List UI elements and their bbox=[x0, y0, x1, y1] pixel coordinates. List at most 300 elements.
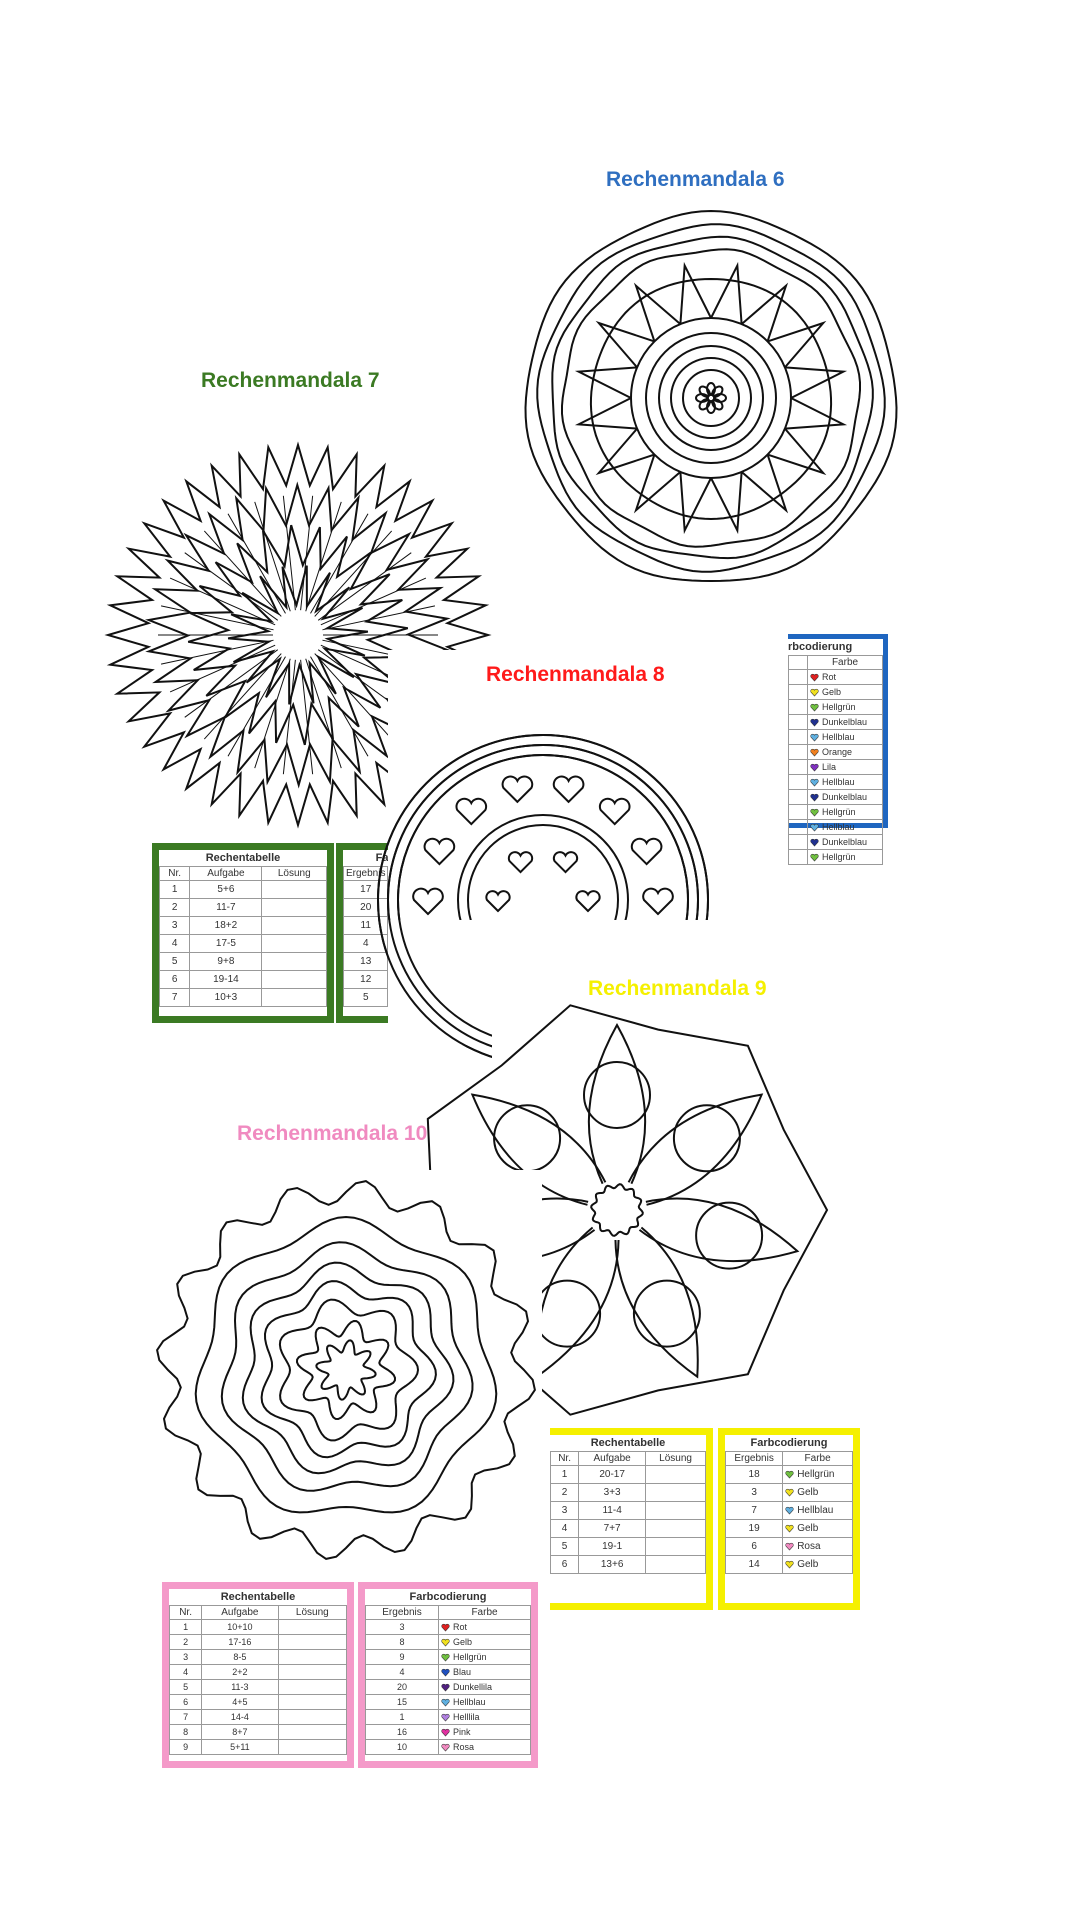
ergebnis-cell: 20 bbox=[344, 899, 388, 917]
mandala-6-drawing bbox=[516, 205, 906, 595]
farbe-label: Hellblau bbox=[797, 1505, 834, 1516]
mandala-10-farbcodierung bbox=[358, 1582, 538, 1768]
table-row bbox=[170, 1695, 347, 1710]
m6-farb-title: rbcodierung bbox=[788, 641, 853, 653]
m10-rechen-title: Rechentabelle bbox=[220, 1591, 296, 1603]
ergebnis-cell bbox=[789, 700, 808, 715]
ergebnis-cell: 8 bbox=[366, 1635, 439, 1650]
table-row bbox=[170, 1740, 347, 1755]
heart-icon bbox=[785, 1470, 794, 1479]
table-row bbox=[170, 1725, 347, 1740]
heart-icon bbox=[785, 1542, 794, 1551]
table-cell bbox=[278, 1725, 346, 1740]
mandala-10-rechentabelle bbox=[162, 1582, 354, 1768]
farbe-cell bbox=[808, 745, 883, 760]
table-row bbox=[366, 1635, 531, 1650]
table-row bbox=[789, 790, 883, 805]
m9-farb-title: Farbcodierung bbox=[750, 1437, 828, 1449]
farbe-cell bbox=[783, 1484, 853, 1502]
table-cell: 13+6 bbox=[579, 1556, 646, 1574]
heart-icon bbox=[785, 1560, 794, 1569]
m10-h-farbe: Farbe bbox=[439, 1606, 531, 1620]
table-cell: 9 bbox=[170, 1740, 202, 1755]
m9-rechen-title: Rechentabelle bbox=[590, 1437, 666, 1449]
m7-h-loesung: Lösung bbox=[262, 867, 327, 881]
petal-shape bbox=[629, 1095, 762, 1205]
table-row bbox=[789, 685, 883, 700]
m9-h-nr: Nr. bbox=[551, 1452, 579, 1466]
farbe-cell bbox=[783, 1520, 853, 1538]
heart-shape bbox=[632, 839, 662, 864]
table-cell bbox=[646, 1538, 706, 1556]
heart-shape bbox=[576, 891, 599, 911]
heart-shape bbox=[600, 799, 630, 824]
table-row bbox=[170, 1710, 347, 1725]
ergebnis-cell: 11 bbox=[344, 917, 388, 935]
table-row bbox=[366, 1620, 531, 1635]
table-row bbox=[551, 1538, 706, 1556]
heart-icon bbox=[810, 748, 819, 757]
farbe-cell bbox=[808, 820, 883, 835]
mandala-8-panel bbox=[388, 650, 788, 920]
table-cell bbox=[646, 1502, 706, 1520]
ergebnis-cell bbox=[789, 835, 808, 850]
table-row bbox=[726, 1520, 853, 1538]
table-row bbox=[789, 775, 883, 790]
table-row bbox=[789, 730, 883, 745]
heart-shape bbox=[486, 891, 509, 911]
heart-icon bbox=[441, 1728, 450, 1737]
farbe-label: Dunkelblau bbox=[822, 716, 868, 727]
table-row bbox=[789, 715, 883, 730]
ergebnis-cell bbox=[789, 715, 808, 730]
table-cell: 3 bbox=[170, 1650, 202, 1665]
table-cell bbox=[646, 1520, 706, 1538]
farbe-cell bbox=[808, 805, 883, 820]
heart-icon bbox=[441, 1638, 450, 1647]
table-cell: 8+7 bbox=[202, 1725, 278, 1740]
table-cell bbox=[262, 881, 327, 899]
table-row bbox=[789, 835, 883, 850]
heart-icon bbox=[785, 1506, 794, 1515]
petal-shape bbox=[639, 1199, 797, 1262]
farbe-label: Dunkellila bbox=[453, 1681, 493, 1692]
table-row bbox=[789, 670, 883, 685]
mandala-ring bbox=[196, 1217, 497, 1512]
flower-petal bbox=[710, 397, 724, 411]
table-cell: 3 bbox=[160, 917, 190, 935]
petal-shape bbox=[589, 1025, 645, 1184]
ergebnis-cell: 6 bbox=[726, 1538, 783, 1556]
farbe-label: Dunkelblau bbox=[822, 791, 868, 802]
table-cell: 9+8 bbox=[190, 953, 262, 971]
farbe-cell bbox=[783, 1538, 853, 1556]
table-cell bbox=[262, 989, 327, 1007]
heart-icon bbox=[810, 673, 819, 682]
farbe-cell bbox=[808, 730, 883, 745]
petal-circle bbox=[634, 1281, 700, 1347]
table-cell: 11-3 bbox=[202, 1680, 278, 1695]
table-cell: 5 bbox=[551, 1538, 579, 1556]
table-cell: 5+11 bbox=[202, 1740, 278, 1755]
table-row bbox=[551, 1520, 706, 1538]
mandala-ring bbox=[631, 318, 791, 478]
table-cell: 5 bbox=[160, 953, 190, 971]
table-cell: 11-4 bbox=[579, 1502, 646, 1520]
ergebnis-cell bbox=[789, 760, 808, 775]
ergebnis-cell: 18 bbox=[726, 1466, 783, 1484]
mandala-8-lower bbox=[388, 920, 492, 1045]
table-cell bbox=[646, 1556, 706, 1574]
farbe-cell bbox=[783, 1556, 853, 1574]
table-row bbox=[366, 1740, 531, 1755]
ergebnis-cell bbox=[789, 745, 808, 760]
farbe-cell bbox=[439, 1740, 531, 1755]
ergebnis-cell: 14 bbox=[726, 1556, 783, 1574]
heart-icon bbox=[810, 733, 819, 742]
table-cell: 4 bbox=[160, 935, 190, 953]
table-cell bbox=[278, 1665, 346, 1680]
ergebnis-cell: 7 bbox=[726, 1502, 783, 1520]
heart-shape bbox=[509, 852, 532, 872]
m6-col2: Farbe bbox=[808, 656, 883, 670]
table-cell: 14-4 bbox=[202, 1710, 278, 1725]
farbe-cell bbox=[439, 1650, 531, 1665]
table-row bbox=[789, 745, 883, 760]
petal-shape bbox=[536, 1227, 618, 1376]
table-cell: 2+2 bbox=[202, 1665, 278, 1680]
table-cell: 10+10 bbox=[202, 1620, 278, 1635]
table-cell: 2 bbox=[551, 1484, 579, 1502]
title-mandala-10: Rechenmandala 10 bbox=[237, 1122, 428, 1145]
ergebnis-cell bbox=[789, 775, 808, 790]
heart-shape bbox=[456, 799, 486, 824]
farbe-label: Rosa bbox=[453, 1741, 475, 1752]
petal-circle bbox=[534, 1281, 600, 1347]
heart-shape bbox=[425, 839, 455, 864]
farbe-cell bbox=[808, 835, 883, 850]
table-cell bbox=[262, 899, 327, 917]
ergebnis-cell: 12 bbox=[344, 971, 388, 989]
table-row bbox=[789, 760, 883, 775]
farbe-cell bbox=[439, 1635, 531, 1650]
farbe-cell bbox=[439, 1710, 531, 1725]
ergebnis-cell: 19 bbox=[726, 1520, 783, 1538]
flower-outline bbox=[316, 1340, 375, 1399]
table-cell: 10+3 bbox=[190, 989, 262, 1007]
farbe-label: Gelb bbox=[797, 1487, 819, 1498]
m7-h-nr: Nr. bbox=[160, 867, 190, 881]
table-cell bbox=[278, 1680, 346, 1695]
table-cell: 5 bbox=[170, 1680, 202, 1695]
heart-shape bbox=[554, 852, 577, 872]
m7-farb-title: Fa bbox=[375, 852, 389, 864]
table-row bbox=[160, 935, 327, 953]
table-cell: 6 bbox=[160, 971, 190, 989]
heart-icon bbox=[441, 1743, 450, 1752]
farbe-label: Hellgrün bbox=[797, 1469, 835, 1480]
table-row bbox=[726, 1556, 853, 1574]
table-cell: 11-7 bbox=[190, 899, 262, 917]
table-row bbox=[160, 989, 327, 1007]
petal-circle bbox=[674, 1105, 740, 1171]
mandala-ring bbox=[552, 237, 873, 558]
table-cell: 6 bbox=[170, 1695, 202, 1710]
table-row bbox=[170, 1650, 347, 1665]
table-cell: 7 bbox=[170, 1710, 202, 1725]
ergebnis-cell: 15 bbox=[366, 1695, 439, 1710]
table-cell: 17-16 bbox=[202, 1635, 278, 1650]
farbe-label: Hellgrün bbox=[822, 701, 856, 712]
table-cell: 3+3 bbox=[579, 1484, 646, 1502]
farbe-cell bbox=[439, 1620, 531, 1635]
table-row bbox=[551, 1556, 706, 1574]
ergebnis-cell: 10 bbox=[366, 1740, 439, 1755]
title-mandala-9: Rechenmandala 9 bbox=[588, 977, 767, 1000]
heart-icon bbox=[441, 1713, 450, 1722]
table-row bbox=[344, 953, 388, 971]
table-cell: 4 bbox=[170, 1665, 202, 1680]
m9-h-ergebnis: Ergebnis bbox=[726, 1452, 783, 1466]
mandala-9-rechentabelle bbox=[550, 1428, 713, 1610]
m9-h-farbe: Farbe bbox=[783, 1452, 853, 1466]
mandala-ring bbox=[646, 333, 776, 463]
table-row bbox=[160, 971, 327, 989]
table-row bbox=[170, 1680, 347, 1695]
table-row bbox=[366, 1725, 531, 1740]
heart-shape bbox=[643, 889, 673, 914]
table-cell: 1 bbox=[551, 1466, 579, 1484]
heart-icon bbox=[441, 1623, 450, 1632]
ergebnis-cell bbox=[789, 730, 808, 745]
ergebnis-cell: 5 bbox=[344, 989, 388, 1007]
mandala-ring bbox=[243, 1263, 454, 1474]
table-cell: 8 bbox=[170, 1725, 202, 1740]
table-row bbox=[344, 971, 388, 989]
farbe-cell bbox=[808, 670, 883, 685]
mandala-ring bbox=[562, 249, 860, 547]
farbe-cell bbox=[808, 760, 883, 775]
table-cell bbox=[262, 935, 327, 953]
table-cell bbox=[278, 1635, 346, 1650]
farbe-label: Rot bbox=[822, 671, 837, 682]
title-mandala-8: Rechenmandala 8 bbox=[486, 663, 665, 686]
m10-h-aufgabe: Aufgabe bbox=[202, 1606, 278, 1620]
heart-icon bbox=[441, 1668, 450, 1677]
ergebnis-cell: 17 bbox=[344, 881, 388, 899]
farbe-label: Dunkelblau bbox=[822, 836, 868, 847]
table-row bbox=[366, 1650, 531, 1665]
ergebnis-cell: 4 bbox=[344, 935, 388, 953]
ergebnis-cell: 3 bbox=[366, 1620, 439, 1635]
table-cell bbox=[262, 953, 327, 971]
mandala-6-farbcodierung bbox=[788, 634, 888, 862]
mandala-ring bbox=[659, 346, 763, 450]
farbe-label: Gelb bbox=[822, 686, 842, 697]
ergebnis-cell bbox=[789, 685, 808, 700]
heart-shape bbox=[554, 777, 584, 802]
table-cell: 1 bbox=[170, 1620, 202, 1635]
table-row bbox=[366, 1665, 531, 1680]
ergebnis-cell bbox=[789, 670, 808, 685]
table-cell: 2 bbox=[170, 1635, 202, 1650]
farbe-label: Blau bbox=[453, 1666, 472, 1677]
ergebnis-cell bbox=[789, 820, 808, 835]
table-cell: 7 bbox=[160, 989, 190, 1007]
heart-icon bbox=[785, 1524, 794, 1533]
table-cell: 19-14 bbox=[190, 971, 262, 989]
table-cell: 3 bbox=[551, 1502, 579, 1520]
table-cell: 8-5 bbox=[202, 1650, 278, 1665]
flower-outline bbox=[297, 1321, 395, 1419]
ergebnis-cell: 9 bbox=[366, 1650, 439, 1665]
table-row bbox=[170, 1620, 347, 1635]
heart-icon bbox=[810, 703, 819, 712]
ergebnis-cell bbox=[789, 805, 808, 820]
heart-icon bbox=[441, 1698, 450, 1707]
m9-h-aufgabe: Aufgabe bbox=[579, 1452, 646, 1466]
mandala-ring bbox=[683, 370, 739, 426]
ergebnis-cell: 20 bbox=[366, 1680, 439, 1695]
heart-icon bbox=[810, 823, 819, 832]
table-cell bbox=[278, 1740, 346, 1755]
farbe-cell bbox=[783, 1502, 853, 1520]
mandala-9-panel bbox=[492, 920, 912, 1440]
table-cell: 19-1 bbox=[579, 1538, 646, 1556]
m6-col1 bbox=[789, 656, 808, 670]
heart-icon bbox=[810, 838, 819, 847]
heart-icon bbox=[785, 1488, 794, 1497]
heart-shape bbox=[503, 777, 533, 802]
table-row bbox=[726, 1484, 853, 1502]
table-cell: 4+5 bbox=[202, 1695, 278, 1710]
petal-circle bbox=[494, 1105, 560, 1171]
heart-icon bbox=[810, 763, 819, 772]
table-row bbox=[726, 1502, 853, 1520]
farbe-cell bbox=[808, 700, 883, 715]
table-row bbox=[726, 1466, 853, 1484]
table-row bbox=[160, 881, 327, 899]
farbe-cell bbox=[808, 850, 883, 865]
m10-h-ergebnis: Ergebnis bbox=[366, 1606, 439, 1620]
farbe-label: Hellblau bbox=[822, 821, 855, 832]
table-row bbox=[789, 820, 883, 835]
table-row bbox=[366, 1680, 531, 1695]
petal-shape bbox=[615, 1227, 697, 1376]
table-row bbox=[366, 1695, 531, 1710]
table-cell: 1 bbox=[160, 881, 190, 899]
star-points bbox=[579, 266, 844, 531]
table-cell: 7+7 bbox=[579, 1520, 646, 1538]
table-cell: 18+2 bbox=[190, 917, 262, 935]
table-cell bbox=[278, 1620, 346, 1635]
flower-petal bbox=[698, 385, 712, 399]
m7-rechen-title: Rechentabelle bbox=[205, 852, 281, 864]
farbe-cell bbox=[439, 1725, 531, 1740]
ergebnis-cell: 13 bbox=[344, 953, 388, 971]
farbe-label: Hellgrün bbox=[822, 851, 856, 862]
m7-h-aufgabe: Aufgabe bbox=[190, 867, 262, 881]
table-row bbox=[551, 1466, 706, 1484]
farbe-cell bbox=[808, 685, 883, 700]
table-cell: 5+6 bbox=[190, 881, 262, 899]
farbe-label: Hellblau bbox=[822, 776, 855, 787]
farbe-cell bbox=[808, 715, 883, 730]
m10-farb-title: Farbcodierung bbox=[409, 1591, 487, 1603]
farbe-label: Pink bbox=[453, 1726, 471, 1737]
farbe-label: Hellblau bbox=[822, 731, 855, 742]
farbe-label: Rot bbox=[453, 1621, 468, 1632]
table-cell: 4 bbox=[551, 1520, 579, 1538]
table-row bbox=[170, 1665, 347, 1680]
farbe-cell bbox=[439, 1665, 531, 1680]
farbe-label: Hellgrün bbox=[453, 1651, 487, 1662]
farbe-label: Helllila bbox=[453, 1711, 480, 1722]
farbe-cell bbox=[808, 775, 883, 790]
farbe-cell bbox=[783, 1466, 853, 1484]
table-cell: 20-17 bbox=[579, 1466, 646, 1484]
table-row bbox=[551, 1502, 706, 1520]
scalloped-outline bbox=[157, 1181, 535, 1559]
farbe-label: Lila bbox=[822, 761, 837, 772]
table-cell bbox=[262, 971, 327, 989]
ergebnis-cell: 3 bbox=[726, 1484, 783, 1502]
table-row bbox=[160, 917, 327, 935]
farbe-label: Hellgrün bbox=[822, 806, 856, 817]
farbe-cell bbox=[439, 1695, 531, 1710]
m9-h-loesung: Lösung bbox=[646, 1452, 706, 1466]
table-row bbox=[366, 1710, 531, 1725]
mandala-10-drawing bbox=[150, 1170, 542, 1570]
heart-icon bbox=[810, 853, 819, 862]
table-row bbox=[789, 700, 883, 715]
table-row bbox=[344, 899, 388, 917]
table-row bbox=[344, 989, 388, 1007]
farbe-label: Gelb bbox=[797, 1559, 819, 1570]
mandala-ring bbox=[280, 1300, 418, 1441]
table-row bbox=[344, 881, 388, 899]
heart-icon bbox=[810, 808, 819, 817]
table-row bbox=[551, 1484, 706, 1502]
table-row bbox=[726, 1538, 853, 1556]
ergebnis-cell bbox=[789, 850, 808, 865]
heart-icon bbox=[810, 718, 819, 727]
farbe-label: Gelb bbox=[797, 1523, 819, 1534]
table-cell: 17-5 bbox=[190, 935, 262, 953]
farbe-cell bbox=[439, 1680, 531, 1695]
heart-icon bbox=[810, 778, 819, 787]
title-mandala-6: Rechenmandala 6 bbox=[606, 168, 785, 191]
farbe-label: Rosa bbox=[797, 1541, 821, 1552]
table-cell bbox=[278, 1710, 346, 1725]
table-cell bbox=[278, 1650, 346, 1665]
table-row bbox=[160, 899, 327, 917]
heart-icon bbox=[441, 1653, 450, 1662]
farbe-label: Gelb bbox=[453, 1636, 473, 1647]
petal-circle bbox=[584, 1062, 650, 1128]
table-row bbox=[170, 1635, 347, 1650]
m7-h-ergebnis: Ergebnis bbox=[344, 867, 388, 881]
heart-shape bbox=[413, 889, 443, 914]
ergebnis-cell: 1 bbox=[366, 1710, 439, 1725]
farbe-label: Hellblau bbox=[453, 1696, 486, 1707]
heart-icon bbox=[441, 1683, 450, 1692]
ergebnis-cell: 16 bbox=[366, 1725, 439, 1740]
flower-petal bbox=[710, 385, 724, 399]
mandala-7-rechentabelle bbox=[152, 843, 334, 1023]
mandala-9-farbcodierung bbox=[718, 1428, 860, 1610]
flower-petal bbox=[698, 397, 712, 411]
